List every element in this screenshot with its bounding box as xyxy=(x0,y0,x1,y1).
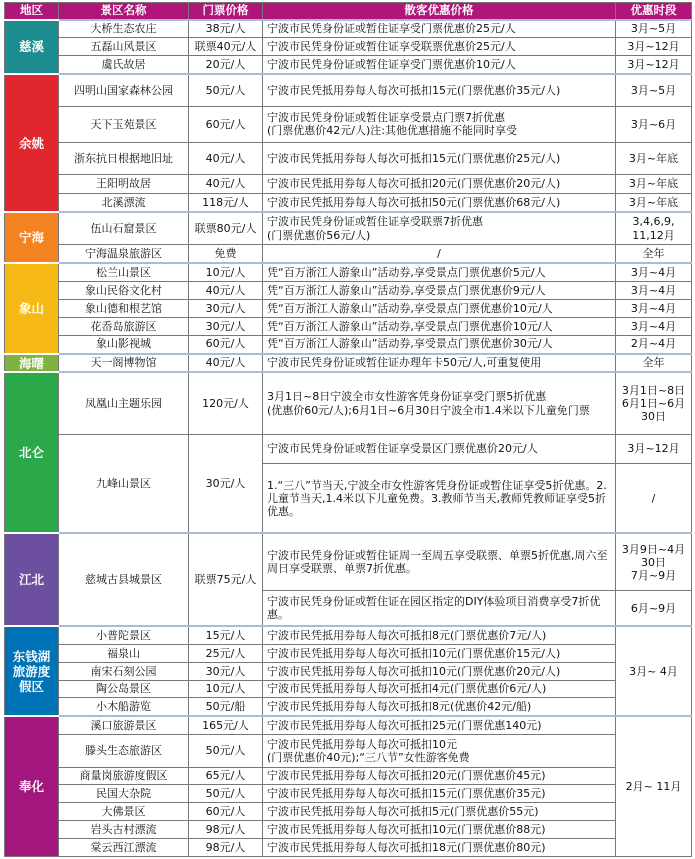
table-row xyxy=(5,735,692,767)
header-row xyxy=(5,3,692,20)
ticket-price: 38元/人 xyxy=(189,20,263,38)
table-row xyxy=(5,74,692,106)
spot-name: 陶公岛景区 xyxy=(59,680,189,698)
discount-text: 宁波市民凭身份证或暂住证周一至周五享受联票、单票5折优惠,周六至周日享受联票、单票7折优惠。 xyxy=(263,533,616,590)
district-cell: 余姚 xyxy=(5,74,59,212)
table-row xyxy=(5,716,692,734)
discount-text: 宁波市民凭抵用券每人每次可抵扣8元(门票优惠价7元/人) xyxy=(263,626,616,644)
spot-name: 大桥生态农庄 xyxy=(59,20,189,38)
district-cell: 东钱湖 旅游度 假区 xyxy=(5,626,59,716)
ticket-price: 联票75元/人 xyxy=(189,533,263,626)
discount-text: 宁波市民凭抵用券每人每次可抵扣50元(门票优惠价68元/人) xyxy=(263,193,616,212)
discount-text: 宁波市民凭抵用券每人每次可抵扣5元(门票优惠价55元) xyxy=(263,803,616,821)
spot-name: 南宋石刻公园 xyxy=(59,662,189,680)
discount-period: 3月~12月 xyxy=(616,434,692,464)
spot-name: 棠云西江漂流 xyxy=(59,838,189,856)
table-body xyxy=(5,20,692,857)
ticket-price: 10元/人 xyxy=(189,263,263,281)
spot-name: 福泉山 xyxy=(59,644,189,662)
discount-text: 宁波市民凭抵用券每人每次可抵扣20元(门票优惠价20元/人) xyxy=(263,174,616,193)
discount-period: 3月~4月 xyxy=(616,317,692,335)
ticket-price: 20元/人 xyxy=(189,56,263,74)
table-row xyxy=(5,20,692,38)
spot-name: 象山民俗文化村 xyxy=(59,282,189,300)
table-row xyxy=(5,299,692,317)
spot-name: 松兰山景区 xyxy=(59,263,189,281)
ticket-price: 40元/人 xyxy=(189,174,263,193)
spot-name: 九峰山景区 xyxy=(59,434,189,533)
table-row xyxy=(5,767,692,785)
discount-period: 3月~年底 xyxy=(616,142,692,174)
discount-period: 3,4,6,9, 11,12月 xyxy=(616,212,692,245)
table-row xyxy=(5,803,692,821)
discount-period: 全年 xyxy=(616,354,692,373)
ticket-price: 30元/人 xyxy=(189,317,263,335)
discount-text: 宁波市民凭抵用券每人每次可抵扣25元(门票优惠140元) xyxy=(263,716,616,734)
discount-text: 宁波市民凭抵用券每人每次可抵扣10元 (门票优惠价40元);“三八节”女性游客免费 xyxy=(263,735,616,767)
ticket-price: 120元/人 xyxy=(189,372,263,434)
ticket-price: 40元/人 xyxy=(189,142,263,174)
table-row xyxy=(5,212,692,245)
discount-period: 3月9日~4月 30日 7月~9月 xyxy=(616,533,692,590)
discount-text: 凭“百万浙江人游象山”活动券,享受景点门票优惠价30元/人 xyxy=(263,335,616,353)
header-discount: 散客优惠价格 xyxy=(263,3,616,20)
discount-text: 宁波市民凭身份证或暂住证享受联票优惠价25元/人 xyxy=(263,38,616,56)
discount-period: 3月~5月 xyxy=(616,74,692,106)
spot-name: 虞氏故居 xyxy=(59,56,189,74)
discount-text: 宁波市民凭抵用券每人每次可抵扣4元(门票优惠价6元/人) xyxy=(263,680,616,698)
discount-text: 宁波市民凭身份证或暂住证享受联票7折优惠 (门票优惠价56元/人) xyxy=(263,212,616,245)
spot-name: 慈城古县城景区 xyxy=(59,533,189,626)
discount-text: 宁波市民凭抵用券每人每次可抵扣20元(门票优惠价45元) xyxy=(263,767,616,785)
ticket-price: 30元/人 xyxy=(189,434,263,533)
discount-text: 凭“百万浙江人游象山”活动券,享受景点门票优惠价9元/人 xyxy=(263,282,616,300)
table-row xyxy=(5,644,692,662)
ticket-price: 50元/人 xyxy=(189,785,263,803)
discount-text: 凭“百万浙江人游象山”活动券,享受景点门票优惠价10元/人 xyxy=(263,317,616,335)
table-row xyxy=(5,263,692,281)
ticket-price: 联票40元/人 xyxy=(189,38,263,56)
table-row xyxy=(5,662,692,680)
discount-text: 凭“百万浙江人游象山”活动券,享受景点门票优惠价5元/人 xyxy=(263,263,616,281)
discount-text: 宁波市民凭身份证或暂住证享受景区门票优惠价20元/人 xyxy=(263,434,616,464)
spot-name: 溪口旅游景区 xyxy=(59,716,189,734)
spot-name: 象山影视城 xyxy=(59,335,189,353)
spot-name: 滕头生态旅游区 xyxy=(59,735,189,767)
discount-text: 宁波市民凭抵用券每人每次可抵扣18元(门票优惠价80元) xyxy=(263,838,616,856)
header-period: 优惠时段 xyxy=(616,3,692,20)
discount-period: 3月~5月 xyxy=(616,20,692,38)
spot-name: 商量岗旅游度假区 xyxy=(59,767,189,785)
discount-text: 宁波市民凭抵用券每人每次可抵扣10元(门票优惠价20元/人) xyxy=(263,662,616,680)
spot-name: 民国大杂院 xyxy=(59,785,189,803)
spot-name: 岩头古村漂流 xyxy=(59,821,189,839)
spot-name: 王阳明故居 xyxy=(59,174,189,193)
discount-text: 宁波市民凭身份证或暂住证享受门票优惠价25元/人 xyxy=(263,20,616,38)
discount-text: 宁波市民凭身份证或暂住证在园区指定的DIY体验项目消费享受7折优惠。 xyxy=(263,591,616,626)
ticket-price: 60元/人 xyxy=(189,335,263,353)
discount-text: 宁波市民凭抵用券每人每次可抵扣10元(门票优惠价88元) xyxy=(263,821,616,839)
discount-period: 3月~4月 xyxy=(616,282,692,300)
table-row xyxy=(5,838,692,856)
district-cell: 海曙 xyxy=(5,354,59,373)
spot-name: 四明山国家森林公园 xyxy=(59,74,189,106)
discount-text: 宁波市民凭抵用券每人每次可抵扣8元(优惠价42元/船) xyxy=(263,698,616,716)
table-row xyxy=(5,434,692,464)
table-row xyxy=(5,335,692,353)
district-cell: 奉化 xyxy=(5,716,59,856)
ticket-price: 10元/人 xyxy=(189,680,263,698)
spot-name: 天一阁博物馆 xyxy=(59,354,189,373)
discount-text: 宁波市民凭身份证或暂住证办理年卡50元/人,可重复使用 xyxy=(263,354,616,373)
table-row xyxy=(5,282,692,300)
discount-text: 凭“百万浙江人游象山”活动券,享受景点门票优惠价10元/人 xyxy=(263,299,616,317)
discount-period: 3月~6月 xyxy=(616,106,692,142)
discount-period: 3月~12月 xyxy=(616,38,692,56)
ticket-price: 25元/人 xyxy=(189,644,263,662)
discount-period: 3月~ 4月 xyxy=(616,626,692,716)
table-row xyxy=(5,193,692,212)
discount-period: 全年 xyxy=(616,245,692,263)
discount-text: 宁波市民凭抵用券每人每次可抵扣15元(门票优惠价25元/人) xyxy=(263,142,616,174)
district-cell: 宁海 xyxy=(5,212,59,263)
spot-name: 浙东抗日根据地旧址 xyxy=(59,142,189,174)
spot-name: 象山德和根艺馆 xyxy=(59,299,189,317)
ticket-price: 30元/人 xyxy=(189,662,263,680)
spot-name: 凤凰山主题乐园 xyxy=(59,372,189,434)
discount-period: 3月~4月 xyxy=(616,299,692,317)
discount-period: 3月~年底 xyxy=(616,174,692,193)
table-row xyxy=(5,38,692,56)
ticket-price: 15元/人 xyxy=(189,626,263,644)
spot-name: 五磊山风景区 xyxy=(59,38,189,56)
discount-text: 宁波市民凭身份证或暂住证享受门票优惠价10元/人 xyxy=(263,56,616,74)
table-row xyxy=(5,626,692,644)
discount-text: 宁波市民凭抵用券每人每次可抵扣15元(门票优惠价35元/人) xyxy=(263,74,616,106)
ticket-price: 50元/船 xyxy=(189,698,263,716)
district-cell: 象山 xyxy=(5,263,59,353)
ticket-price: 40元/人 xyxy=(189,282,263,300)
discount-period: 6月~9月 xyxy=(616,591,692,626)
spot-name: 大佛景区 xyxy=(59,803,189,821)
ticket-price: 50元/人 xyxy=(189,735,263,767)
table-row xyxy=(5,56,692,74)
ticket-price: 98元/人 xyxy=(189,821,263,839)
ticket-price: 118元/人 xyxy=(189,193,263,212)
district-cell: 北仑 xyxy=(5,372,59,533)
discount-period: 3月~4月 xyxy=(616,263,692,281)
discount-table xyxy=(4,2,692,857)
discount-text: 宁波市民凭抵用券每人每次可抵扣15元(门票优惠价35元) xyxy=(263,785,616,803)
ticket-price: 60元/人 xyxy=(189,803,263,821)
spot-name: 小木船游览 xyxy=(59,698,189,716)
table-row xyxy=(5,533,692,590)
header-name: 景区名称 xyxy=(59,3,189,20)
table-row xyxy=(5,245,692,263)
header-district: 地区 xyxy=(5,3,59,20)
discount-text: 3月1日~8日宁波全市女性游客凭身份证享受门票5折优惠 (优惠价60元/人);6月1日~6月30日宁波全市1.4米以下儿童免门票 xyxy=(263,372,616,434)
spot-name: 小普陀景区 xyxy=(59,626,189,644)
table-row xyxy=(5,174,692,193)
ticket-price: 98元/人 xyxy=(189,838,263,856)
spot-name: 北溪漂流 xyxy=(59,193,189,212)
spot-name: 宁海温泉旅游区 xyxy=(59,245,189,263)
table-row xyxy=(5,106,692,142)
ticket-price: 40元/人 xyxy=(189,354,263,373)
spot-name: 天下玉苑景区 xyxy=(59,106,189,142)
discount-text: 宁波市民凭抵用券每人每次可抵扣10元(门票优惠价15元/人) xyxy=(263,644,616,662)
table-row xyxy=(5,354,692,373)
discount-period: 3月~12月 xyxy=(616,56,692,74)
ticket-price: 165元/人 xyxy=(189,716,263,734)
discount-period: 3月1日~8日 6月1日~6月 30日 xyxy=(616,372,692,434)
table-row xyxy=(5,372,692,434)
spot-name: 花岙岛旅游区 xyxy=(59,317,189,335)
district-cell: 江北 xyxy=(5,533,59,626)
discount-period: 3月~年底 xyxy=(616,193,692,212)
ticket-price: 免费 xyxy=(189,245,263,263)
discount-period: 2月~4月 xyxy=(616,335,692,353)
ticket-price: 65元/人 xyxy=(189,767,263,785)
discount-period: / xyxy=(616,464,692,533)
discount-text: / xyxy=(263,245,616,263)
table-row xyxy=(5,785,692,803)
ticket-price: 联票80元/人 xyxy=(189,212,263,245)
table-row xyxy=(5,698,692,716)
ticket-price: 50元/人 xyxy=(189,74,263,106)
spot-name: 伍山石窟景区 xyxy=(59,212,189,245)
district-cell: 慈溪 xyxy=(5,20,59,75)
table-row xyxy=(5,821,692,839)
header-price: 门票价格 xyxy=(189,3,263,20)
ticket-price: 60元/人 xyxy=(189,106,263,142)
discount-text: 宁波市民凭身份证或暂住证享受景点门票7折优惠 (门票优惠价42元/人)注:其他优惠措施不能同时享受 xyxy=(263,106,616,142)
discount-period: 2月~ 11月 xyxy=(616,716,692,856)
table-row xyxy=(5,680,692,698)
discount-text: 1.“三八”节当天,宁波全市女性游客凭身份证或暂住证享受5折优惠。2.儿童节当天,1.4米以下儿童免费。3.教师节当天,教师凭教师证享受5折优惠。 xyxy=(263,464,616,533)
table-row xyxy=(5,317,692,335)
ticket-price: 30元/人 xyxy=(189,299,263,317)
table-row xyxy=(5,142,692,174)
